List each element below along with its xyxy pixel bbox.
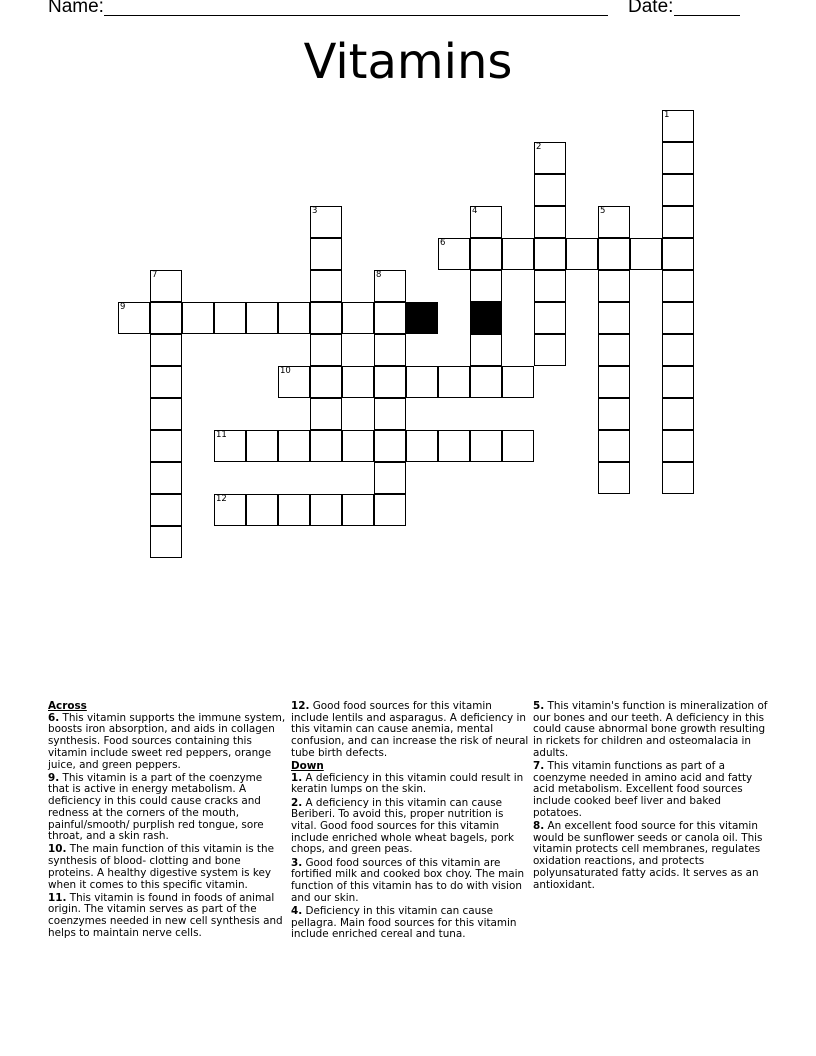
grid-cell[interactable] xyxy=(246,494,278,526)
clues-column-2 xyxy=(291,701,529,943)
clue-down-2: 2. A deficiency in this vitamin can cause Beriberi. To avoid this, proper nutrition is vital. Good food sources for this vitamin include enriched whole wheat bagels, pork chops, and green peas. xyxy=(291,796,515,856)
grid-cell[interactable] xyxy=(374,302,406,334)
grid-cell[interactable] xyxy=(438,430,470,462)
grid-cell[interactable] xyxy=(662,334,694,366)
grid-cell[interactable] xyxy=(374,430,406,462)
clue-down-1: 1. A deficiency in this vitamin could result in keratin lumps on the skin. xyxy=(291,771,524,796)
grid-cell[interactable] xyxy=(662,430,694,462)
grid-cell[interactable] xyxy=(662,302,694,334)
clue-number: 4 xyxy=(472,206,478,216)
grid-cell[interactable] xyxy=(374,366,406,398)
grid-cell[interactable] xyxy=(214,430,246,462)
grid-cell[interactable] xyxy=(662,462,694,494)
clue-number: 7 xyxy=(152,270,158,280)
clue-number: 12 xyxy=(216,494,227,504)
clue-number: 1 xyxy=(664,110,670,120)
grid-cell[interactable] xyxy=(470,206,502,238)
clue-number: 5 xyxy=(600,206,606,216)
grid-cell[interactable] xyxy=(150,270,182,302)
grid-block xyxy=(406,302,438,334)
clues-column-3 xyxy=(533,701,771,893)
grid-cell[interactable] xyxy=(534,174,566,206)
grid-cell[interactable] xyxy=(502,366,534,398)
grid-cell[interactable] xyxy=(598,334,630,366)
across-heading: Across xyxy=(48,700,87,712)
grid-cell[interactable] xyxy=(278,494,310,526)
grid-cell[interactable] xyxy=(150,494,182,526)
grid-cell[interactable] xyxy=(534,142,566,174)
clue-number: 11 xyxy=(216,430,227,440)
grid-cell[interactable] xyxy=(310,238,342,270)
grid-cell[interactable] xyxy=(214,494,246,526)
clue-across-11: 11. This vitamin is found in foods of animal origin. The vitamin serves as part of the coenzymes needed in new cell synthesis and helps to maintain nerve cells. xyxy=(48,891,283,939)
clue-across-12: 12. Good food sources for this vitamin include lentils and asparagus. A deficiency in this vitamin can cause anemia, mental confusion, and can increase the risk of neural tube birth defects. xyxy=(291,700,529,759)
grid-cell[interactable] xyxy=(470,334,502,366)
grid-cell[interactable] xyxy=(310,302,342,334)
down-heading: Down xyxy=(291,760,324,773)
grid-cell[interactable] xyxy=(598,366,630,398)
grid-cell[interactable] xyxy=(342,430,374,462)
grid-cell[interactable] xyxy=(310,334,342,366)
grid-block xyxy=(470,302,502,334)
grid-cell[interactable] xyxy=(150,334,182,366)
grid-cell[interactable] xyxy=(150,366,182,398)
grid-cell[interactable] xyxy=(150,398,182,430)
grid-cell[interactable] xyxy=(342,302,374,334)
grid-cell[interactable] xyxy=(374,334,406,366)
grid-cell[interactable] xyxy=(150,526,182,558)
grid-cell[interactable] xyxy=(662,110,694,142)
grid-cell[interactable] xyxy=(534,206,566,238)
clue-number: 8 xyxy=(376,270,382,280)
grid-cell[interactable] xyxy=(406,366,438,398)
grid-cell[interactable] xyxy=(278,302,310,334)
grid-cell[interactable] xyxy=(662,238,694,270)
grid-cell[interactable] xyxy=(566,238,598,270)
clue-number: 2 xyxy=(536,142,542,152)
grid-cell[interactable] xyxy=(150,430,182,462)
grid-cell[interactable] xyxy=(246,430,278,462)
clue-down-4: 4. Deficiency in this vitamin can cause pellagra. Main food sources for this vitamin include enriched cereal and tuna. xyxy=(291,904,517,941)
grid-cell[interactable] xyxy=(470,366,502,398)
grid-cell[interactable] xyxy=(534,270,566,302)
grid-cell[interactable] xyxy=(598,462,630,494)
grid-cell[interactable] xyxy=(374,462,406,494)
grid-cell[interactable] xyxy=(310,398,342,430)
grid-cell[interactable] xyxy=(214,302,246,334)
grid-cell[interactable] xyxy=(470,270,502,302)
grid-cell[interactable] xyxy=(278,430,310,462)
grid-cell[interactable] xyxy=(406,430,438,462)
clue-down-5: 5. This vitamin's function is mineralization of our bones and our teeth. A deficiency in this could cause abnormal bone growth resulting in rickets for children and osteomalacia in adults. xyxy=(533,700,768,759)
grid-cell[interactable] xyxy=(662,398,694,430)
grid-cell[interactable] xyxy=(150,462,182,494)
grid-cell[interactable] xyxy=(534,238,566,270)
grid-cell[interactable] xyxy=(182,302,214,334)
grid-cell[interactable] xyxy=(598,238,630,270)
grid-cell[interactable] xyxy=(310,430,342,462)
grid-cell[interactable] xyxy=(502,430,534,462)
grid-cell[interactable] xyxy=(278,366,310,398)
grid-cell[interactable] xyxy=(246,302,278,334)
clues-column-1 xyxy=(48,701,286,941)
clue-down-7: 7. This vitamin functions as part of a coenzyme needed in amino acid and fatty acid metabolism. Excellent food sources include cooked beef liver and baked potatoes. xyxy=(533,760,753,819)
grid-cell[interactable] xyxy=(342,366,374,398)
grid-cell[interactable] xyxy=(598,430,630,462)
grid-cell[interactable] xyxy=(438,366,470,398)
date-label: Date: xyxy=(628,0,674,17)
grid-cell[interactable] xyxy=(470,238,502,270)
grid-cell[interactable] xyxy=(310,366,342,398)
grid-cell[interactable] xyxy=(374,398,406,430)
grid-cell[interactable] xyxy=(662,366,694,398)
grid-cell[interactable] xyxy=(630,238,662,270)
grid-cell[interactable] xyxy=(662,174,694,206)
clue-across-9: 9. This vitamin is a part of the coenzyme that is active in energy metabolism. A deficiency in this could cause cracks and redness at the corners of the mouth, painful/smooth/ purplish red tongue, sore throat, and a skin rash. xyxy=(48,771,264,843)
grid-cell[interactable] xyxy=(598,206,630,238)
clue-across-6: 6. This vitamin supports the immune system, boosts iron absorption, and aids in collagen synthesis. Food sources containing this vitamin include sweet red peppers, orange juice, and green peppers. xyxy=(48,711,286,771)
page-title: Vitamins xyxy=(303,34,513,90)
grid-cell[interactable] xyxy=(662,206,694,238)
grid-cell[interactable] xyxy=(662,142,694,174)
grid-cell[interactable] xyxy=(342,494,374,526)
grid-cell[interactable] xyxy=(598,398,630,430)
grid-cell[interactable] xyxy=(438,238,470,270)
grid-cell[interactable] xyxy=(534,302,566,334)
clue-number: 6 xyxy=(440,238,446,248)
grid-cell[interactable] xyxy=(598,302,630,334)
clue-down-3: 3. Good food sources of this vitamin are fortified milk and cooked box choy. The main function of this vitamin has to do with vision and our skin. xyxy=(291,856,525,904)
grid-cell[interactable] xyxy=(310,494,342,526)
grid-cell[interactable] xyxy=(310,270,342,302)
grid-cell[interactable] xyxy=(374,494,406,526)
clue-down-8: 8. An excellent food source for this vitamin would be sunflower seeds or canola oil. This vitamin protects cell membranes, regulates oxidation reactions, and protects polyunsaturated fatty acids. It serves as an antioxidant. xyxy=(533,820,763,891)
clue-number: 3 xyxy=(312,206,318,216)
clue-number: 9 xyxy=(120,302,126,312)
grid-cell[interactable] xyxy=(598,270,630,302)
grid-cell[interactable] xyxy=(118,302,150,334)
grid-cell[interactable] xyxy=(470,430,502,462)
clue-across-10: 10. The main function of this vitamin is the synthesis of blood- clotting and bone proteins. A healthy digestive system is key when it comes to this specific vitamin. xyxy=(48,843,274,891)
clue-number: 10 xyxy=(280,366,291,376)
name-label: Name: xyxy=(48,0,104,17)
grid-cell[interactable] xyxy=(502,238,534,270)
grid-cell[interactable] xyxy=(662,270,694,302)
grid-cell[interactable] xyxy=(374,270,406,302)
grid-cell[interactable] xyxy=(150,302,182,334)
grid-cell[interactable] xyxy=(310,206,342,238)
grid-cell[interactable] xyxy=(534,334,566,366)
